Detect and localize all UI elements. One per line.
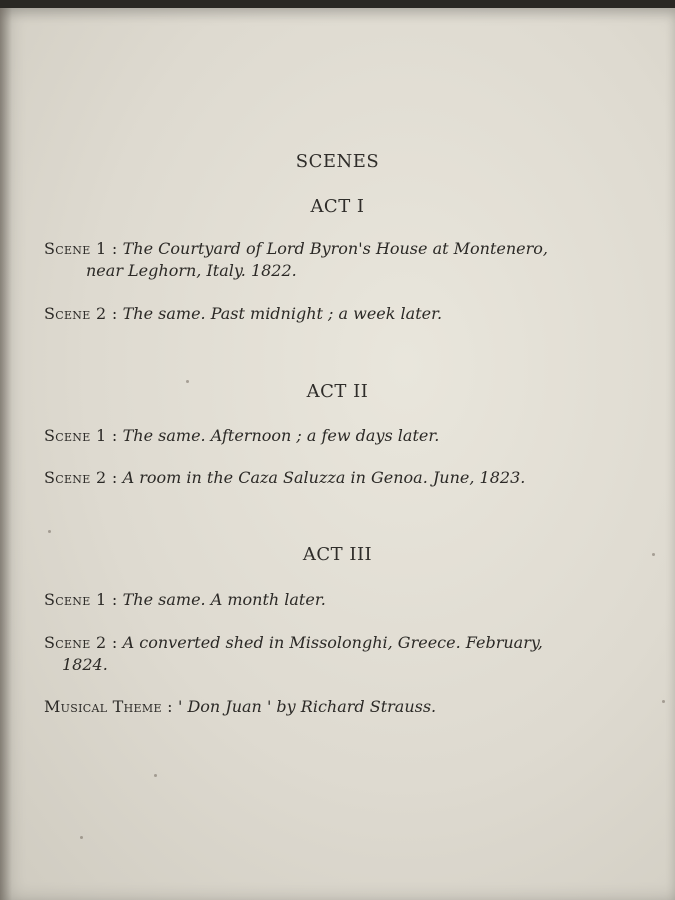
act-3-scene-2-continuation: 1824. [62,655,108,674]
act-3-heading: ACT III [302,544,373,565]
act-3-scene-1 [44,589,595,611]
paper-speck [154,774,157,777]
act-1-scene-2 [44,303,595,325]
paper-speck [652,553,655,556]
scene-description: The same. Past midnight ; a week later. [122,304,443,323]
musical-theme-text: ' Don Juan ' by Richard Strauss. [177,697,437,716]
paper-speck [80,836,83,839]
paper-speck [662,700,665,703]
act-1-scene-1 [44,238,595,260]
paper-speck [186,380,189,383]
scene-description: The same. Afternoon ; a few days later. [122,426,440,445]
page-title: SCENES [295,151,380,172]
scene-description: A room in the Caza Saluzza in Genoa. June, 1823. [122,468,526,487]
scene-label: Scene 1 : [44,590,118,609]
act-2-heading: ACT II [306,381,369,402]
scene-description: The same. A month later. [122,590,326,609]
scene-label: Scene 2 : [44,633,118,652]
book-page [0,8,675,900]
scene-description: The Courtyard of Lord Byron's House at Montenero, [122,239,548,258]
musical-theme-label: Musical Theme : [44,697,173,716]
scene-label: Scene 1 : [44,239,118,258]
scene-label: Scene 1 : [44,426,118,445]
scene-label: Scene 2 : [44,304,118,323]
scene-description: A converted shed in Missolonghi, Greece. February, [122,633,543,652]
paper-speck [48,530,51,533]
act-2-scene-1 [44,425,595,447]
act-2-scene-2 [44,467,595,489]
scene-label: Scene 2 : [44,468,118,487]
act-1-scene-1-continuation: near Leghorn, Italy. 1822. [86,261,297,280]
musical-theme [44,696,595,718]
act-3-scene-2 [44,632,595,654]
act-1-heading: ACT I [310,196,365,217]
